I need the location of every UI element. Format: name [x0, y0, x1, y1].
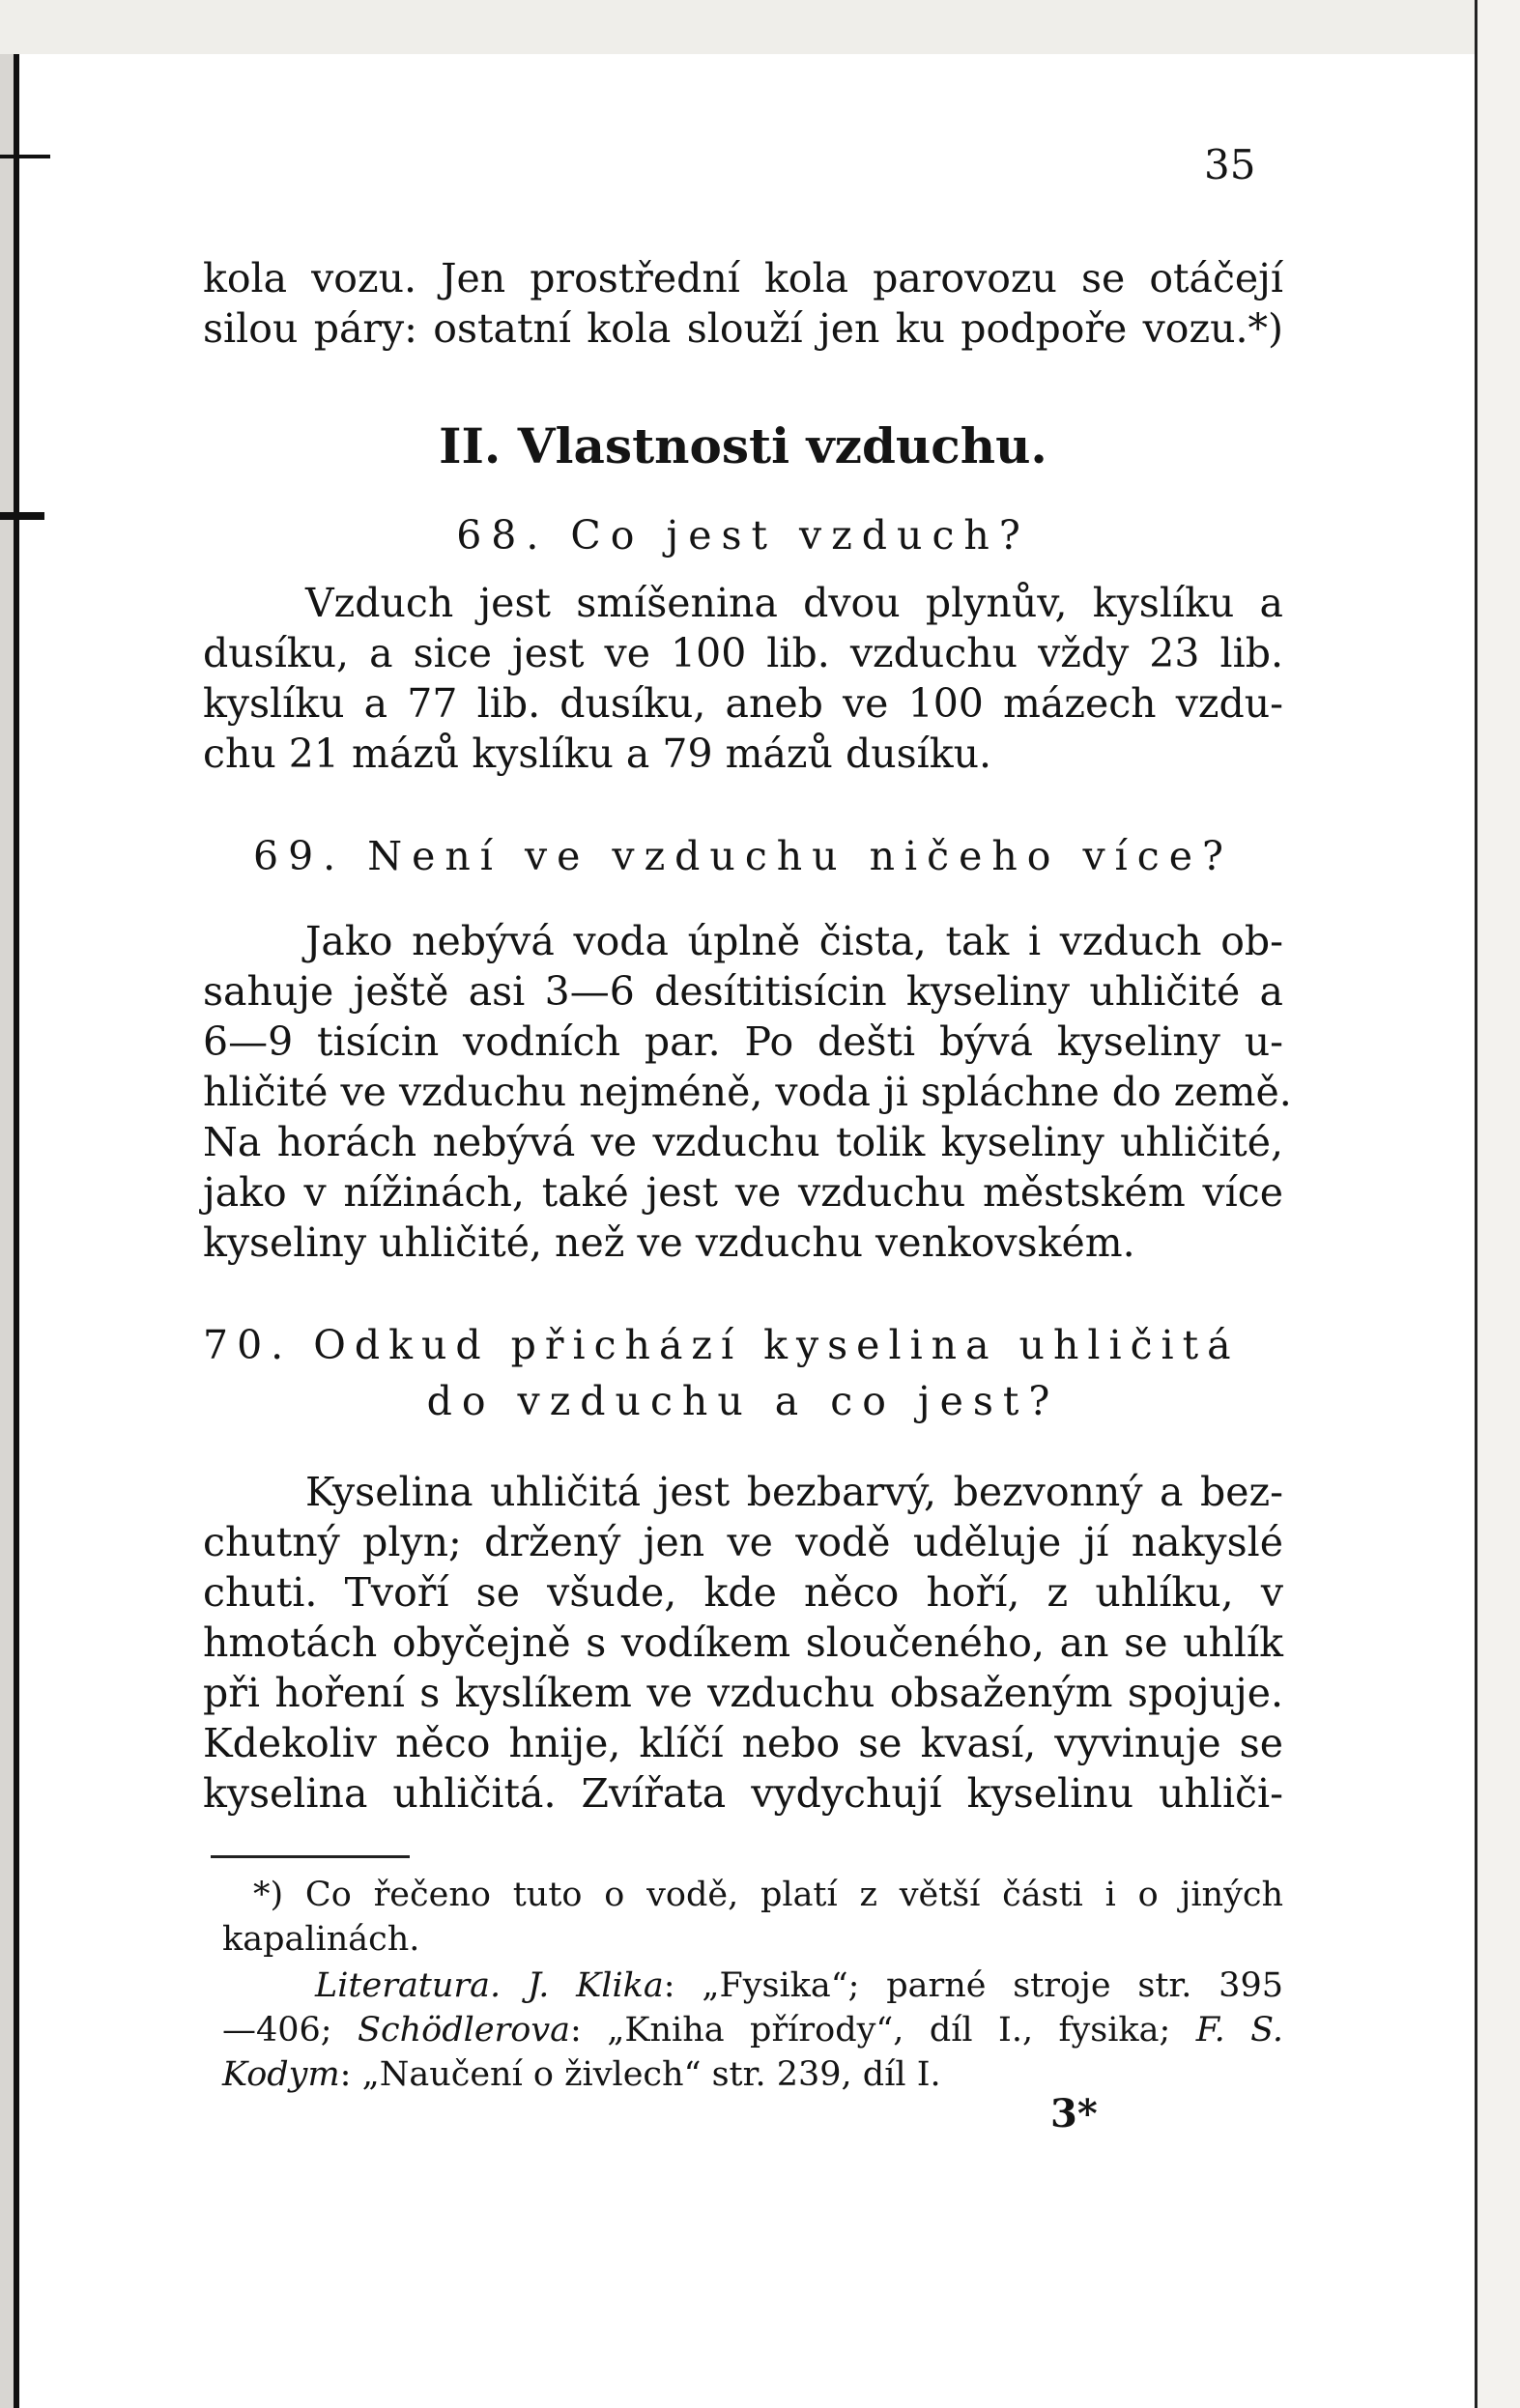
- literature-line: [222, 2052, 1283, 2097]
- edge-mark: [0, 512, 44, 520]
- question-68-title: 68. Co jest vzduch?: [456, 512, 1030, 559]
- paragraph-line: kyslíku a 77 lib. dusíku, aneb ve 100 mázech vzdu-: [203, 680, 1283, 727]
- edge-mark: [0, 155, 50, 158]
- footnote-line: kapalinách.: [222, 1920, 420, 1959]
- paragraph-line: při hoření s kyslíkem ve vzduchu obsaženým spojuje.: [203, 1670, 1283, 1716]
- paragraph-line: sahuje ještě asi 3—6 desítitisícin kyseliny uhličité a: [203, 968, 1283, 1015]
- literature-author: F. S.: [1195, 2011, 1283, 2050]
- literature-text: : „Fysika“; parné stroje str. 395: [663, 1966, 1283, 2005]
- paragraph-line: Kyselina uhličitá jest bezbarvý, bezvonný a bez-: [305, 1469, 1283, 1515]
- page-number: 35: [1204, 141, 1256, 188]
- paragraph-line: Jako nebývá voda úplně čista, tak i vzduch ob-: [305, 918, 1283, 964]
- question-70-title-cont: do vzduchu a co jest?: [426, 1378, 1060, 1424]
- paragraph-line: Na horách nebývá ve vzduchu tolik kyseliny uhličité,: [203, 1119, 1283, 1165]
- literature-text: : „Naučení o živlech“ str. 239, díl I.: [339, 2055, 941, 2094]
- paragraph-line: 6—9 tisícin vodních par. Po dešti bývá kyseliny u-: [203, 1018, 1283, 1065]
- paragraph-line: jako v nížinách, také jest ve vzduchu městském více: [203, 1169, 1283, 1216]
- literature-label: Literatura.: [315, 1966, 502, 2005]
- paragraph-line: hmotách obyčejně s vodíkem sloučeného, an se uhlík: [203, 1620, 1283, 1666]
- paragraph-line: chu 21 mázů kyslíku a 79 mázů dusíku.: [203, 731, 992, 777]
- literature-author: Schödlerova: [358, 2011, 570, 2050]
- page-edge: [1475, 0, 1520, 2408]
- question-70-title: 70. Odkud přichází kyselina uhličitá: [203, 1322, 1240, 1368]
- literature-text: —406;: [222, 2011, 358, 2050]
- paragraph-line: hličité ve vzduchu nejméně, voda ji spláchne do země.: [203, 1069, 1292, 1115]
- paragraph-line: Vzduch jest smíšenina dvou plynův, kyslíku a: [305, 580, 1283, 626]
- literature-text: : „Kniha přírody“, díl I., fysika;: [569, 2011, 1196, 2050]
- intro-line: silou páry: ostatní kola slouží jen ku podpoře vozu.*): [203, 305, 1283, 352]
- literature-author: J. Klika: [527, 1966, 664, 2005]
- footnote-line: *) Co řečeno tuto o vodě, platí z větší části i o jiných: [253, 1876, 1283, 1914]
- literature-line: [315, 1964, 1283, 2008]
- literature-line: [222, 2008, 1283, 2052]
- footnote-rule: [211, 1855, 410, 1858]
- paragraph-line: dusíku, a sice jest ve 100 lib. vzduchu vždy 23 lib.: [203, 630, 1283, 676]
- paragraph-line: chutný plyn; držený jen ve vodě uděluje jí nakyslé: [203, 1519, 1283, 1565]
- paragraph-line: Kdekoliv něco hnije, klíčí nebo se kvasí, vyvinuje se: [203, 1720, 1283, 1766]
- question-69-title: 69. Není ve vzduchu ničeho více?: [253, 833, 1233, 879]
- scan-top-margin: [0, 0, 1520, 54]
- paragraph-line: kyseliny uhličité, než ve vzduchu venkovském.: [203, 1219, 1135, 1266]
- literature-author: Kodym: [222, 2055, 340, 2094]
- section-heading: II. Vlastnosti vzduchu.: [439, 417, 1047, 474]
- signature-mark: 3*: [1050, 2091, 1098, 2136]
- paragraph-line: chuti. Tvoří se všude, kde něco hoří, z uhlíku, v: [203, 1569, 1283, 1616]
- paragraph-line: kyselina uhličitá. Zvířata vydychují kyselinu uhliči-: [203, 1770, 1283, 1817]
- intro-line: kola vozu. Jen prostřední kola parovozu se otáčejí: [203, 255, 1283, 301]
